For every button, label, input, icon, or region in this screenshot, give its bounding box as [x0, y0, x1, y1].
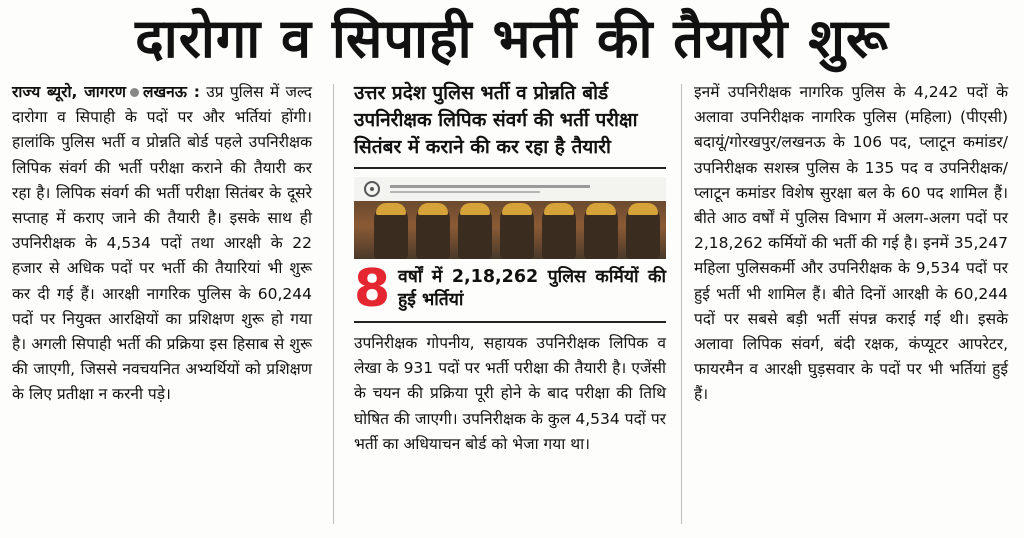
subhead-rule: [354, 167, 666, 169]
middle-body: उपनिरीक्षक गोपनीय, सहायक उपनिरीक्षक लिपिक व लेखा के 931 पदों पर भर्ती परीक्षा की तैयारी है। एजेंसी के चयन की प्रक्रिया पूरी होने के बाद परीक्षा की तिथि घोषित की जाएगी। उपनिरीक्षक के कुल 4,534 पदों पर भर्ती का अधियाचन बोर्ड को भेजा गया था।: [354, 334, 666, 453]
left-column: [12, 80, 312, 408]
photo-turban: [460, 203, 490, 215]
subhead: उत्तर प्रदेश पुलिस भर्ती व प्रोन्नति बोर्ड उपनिरीक्षक लिपिक संवर्ग की भर्ती परीक्षा सितंबर में कराने की कर रहा है तैयारी: [354, 82, 638, 158]
left-paragraph: [12, 80, 312, 408]
column-divider-2: [681, 84, 682, 524]
photo-turban: [586, 203, 616, 215]
police-emblem-icon: [364, 181, 380, 197]
middle-column: [354, 80, 666, 457]
police-recruitment-photo: [354, 177, 666, 259]
photo-banner-text-line-2: [390, 191, 540, 193]
highlight-number: 8: [354, 259, 391, 319]
photo-turban: [502, 203, 532, 215]
dateline-city: लखनऊ :: [142, 83, 200, 101]
highlight-box: [354, 259, 666, 319]
photo-turban: [628, 203, 658, 215]
bullet-dot-icon: [130, 88, 139, 97]
photo-banner-text-line: [390, 185, 590, 188]
column-divider-1: [333, 84, 334, 524]
photo-banner: [354, 177, 666, 201]
left-body: उप्र पुलिस में जल्द दारोगा व सिपाही के पदों पर और भर्तियां होंगी। हालांकि पुलिस भर्ती व प्रोन्नति बोर्ड पहले उपनिरीक्षक लिपिक संवर्ग की भर्ती परीक्षा कराने की तैयारी कर रहा है। लिपिक संवर्ग की भर्ती परीक्षा सितंबर के दूसरे सप्ताह में कराए जाने की तैयारी है। इसके साथ ही उपनिरीक्षक के 4,534 पदों तथा आरक्षी के 22 हजार से अधिक पदों पर भर्ती की तैयारियां भी शुरू कर दी गई हैं। आरक्षी नागरिक पुलिस के 60,244 पदों पर नियुक्त आरक्षियों का प्रशिक्षण शुरू हो गया है। अगली सिपाही भर्ती की प्रक्रिया इस हिसाब से शुरू की जाएगी, जिससे नवचयनित अभ्यर्थियों को प्रशिक्षण के लिए प्रतीक्षा न करनी पड़े।: [12, 83, 312, 404]
right-body: इनमें उपनिरीक्षक नागरिक पुलिस के 4,242 पदों के अलावा उपनिरीक्षक नागरिक पुलिस (महिला) (पीएसी) बदायूं/गोरखपुर/लखनऊ के 106 पद, प्लाटून कमांडर/उपनिरीक्षक सशस्त्र पुलिस के 135 पद व उपनिरीक्षक/प्लाटून कमांडर विशेष सुरक्षा बल के 60 पद शामिल हैं। बीते आठ वर्षों में पुलिस विभाग में अलग-अलग पदों पर 2,18,262 कर्मियों की भर्ती की गई है। इनमें 35,247 महिला पुलिसकर्मी और उपनिरीक्षक के 9,534 पदों पर हुई भर्ती भी शामिल हैं। बीते दिनों आरक्षी के 60,244 पदों पर सबसे बड़ी भर्ती संपन्न कराई गई थी। इसके अलावा लिपिक संवर्ग, बंदी रक्षक, कंप्यूटर आपरेटर, फायरमैन व आरक्षी घुड़सवार के पदों पर भी भर्तियां हुई हैं।: [694, 83, 1008, 404]
photo-turban: [376, 203, 406, 215]
headline: दारोगा व सिपाही भर्ती की तैयारी शुरू: [135, 7, 889, 70]
highlight-text: वर्षों में 2,18,262 पुलिस कर्मियों की हुई भर्तियां: [398, 267, 666, 310]
highlight-rule: [354, 321, 666, 323]
dateline: राज्य ब्यूरो, जागरण: [12, 83, 126, 101]
photo-turban: [544, 203, 574, 215]
photo-turban: [418, 203, 448, 215]
right-column: [694, 80, 1008, 408]
